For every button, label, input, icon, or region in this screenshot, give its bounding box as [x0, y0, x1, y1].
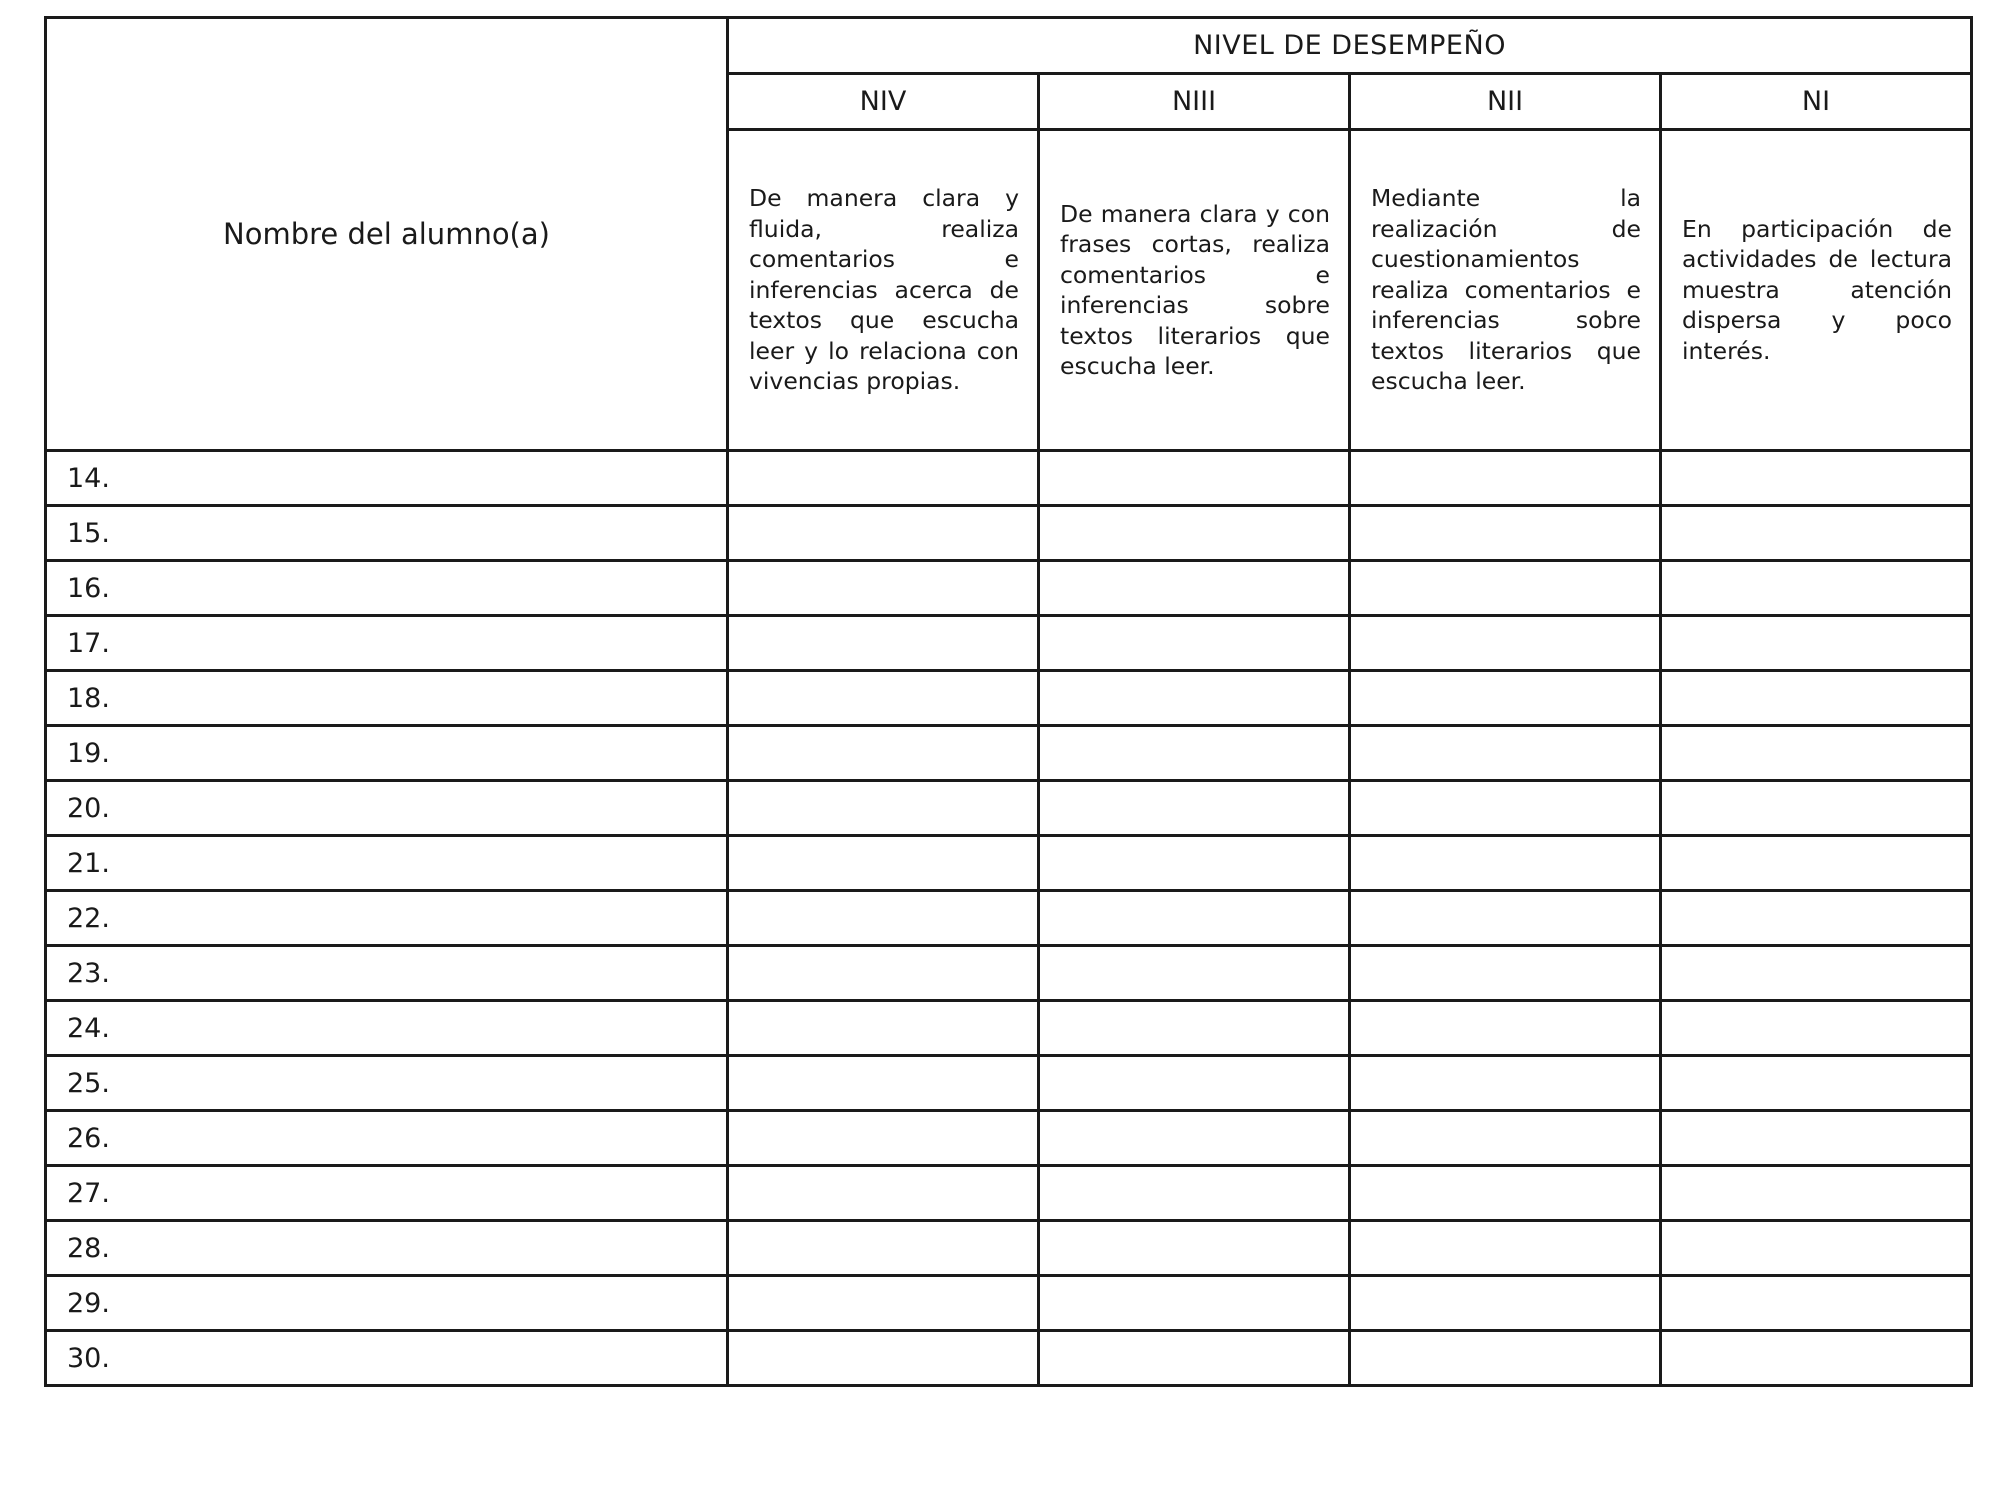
level-cell-ni[interactable] — [1661, 1001, 1972, 1056]
table-row — [46, 561, 1972, 616]
level-cell-niv[interactable] — [728, 946, 1039, 1001]
table-row — [46, 946, 1972, 1001]
level-cell-ni[interactable] — [1661, 1166, 1972, 1221]
student-number-cell[interactable]: 17. — [46, 616, 728, 671]
table-row — [46, 506, 1972, 561]
level-cell-niii[interactable] — [1039, 1331, 1350, 1386]
level-cell-ni[interactable] — [1661, 561, 1972, 616]
student-number-cell[interactable]: 15. — [46, 506, 728, 561]
level-cell-nii[interactable] — [1350, 1166, 1661, 1221]
performance-level-title: NIVEL DE DESEMPEÑO — [728, 18, 1972, 74]
level-cell-nii[interactable] — [1350, 1221, 1661, 1276]
rubric-table — [44, 16, 1973, 1387]
level-cell-nii[interactable] — [1350, 1001, 1661, 1056]
student-number-cell[interactable]: 26. — [46, 1111, 728, 1166]
level-cell-nii[interactable] — [1350, 1331, 1661, 1386]
table-row — [46, 671, 1972, 726]
table-row — [46, 616, 1972, 671]
table-row — [46, 891, 1972, 946]
level-cell-niv[interactable] — [728, 781, 1039, 836]
level-cell-niii[interactable] — [1039, 1001, 1350, 1056]
level-description-text: De manera clara y con frases cortas, realiza comentarios e inferencias sobre textos literarios que escucha leer. — [1060, 199, 1330, 380]
level-description-text: En participación de actividades de lectura muestra atención dispersa y poco interés. — [1682, 214, 1953, 365]
level-description-nii — [1350, 130, 1661, 451]
level-cell-nii[interactable] — [1350, 726, 1661, 781]
level-cell-niii[interactable] — [1039, 616, 1350, 671]
level-cell-ni[interactable] — [1661, 1056, 1972, 1111]
level-header-niii: NIII — [1039, 74, 1350, 130]
level-cell-nii[interactable] — [1350, 616, 1661, 671]
level-cell-nii[interactable] — [1350, 451, 1661, 506]
level-cell-ni[interactable] — [1661, 671, 1972, 726]
student-number-cell[interactable]: 16. — [46, 561, 728, 616]
level-cell-niii[interactable] — [1039, 451, 1350, 506]
level-header-ni: NI — [1661, 74, 1972, 130]
student-number-cell[interactable]: 18. — [46, 671, 728, 726]
student-number-cell[interactable]: 29. — [46, 1276, 728, 1331]
table-row — [46, 1166, 1972, 1221]
table-row — [46, 726, 1972, 781]
level-cell-nii[interactable] — [1350, 891, 1661, 946]
level-cell-ni[interactable] — [1661, 506, 1972, 561]
level-cell-niii[interactable] — [1039, 561, 1350, 616]
level-cell-nii[interactable] — [1350, 506, 1661, 561]
table-row — [46, 1276, 1972, 1331]
level-cell-ni[interactable] — [1661, 726, 1972, 781]
level-description-niii — [1039, 130, 1350, 451]
level-cell-niii[interactable] — [1039, 781, 1350, 836]
level-cell-niv[interactable] — [728, 1111, 1039, 1166]
level-cell-ni[interactable] — [1661, 616, 1972, 671]
level-cell-ni[interactable] — [1661, 946, 1972, 1001]
level-description-text: Mediante la realización de cuestionamientos realiza comentarios e inferencias sobre textos literarios que escucha leer. — [1371, 184, 1641, 396]
level-cell-niv[interactable] — [728, 836, 1039, 891]
student-number-cell[interactable]: 20. — [46, 781, 728, 836]
level-cell-ni[interactable] — [1661, 1331, 1972, 1386]
table-row — [46, 1111, 1972, 1166]
level-cell-ni[interactable] — [1661, 781, 1972, 836]
level-cell-ni[interactable] — [1661, 836, 1972, 891]
level-cell-ni[interactable] — [1661, 1111, 1972, 1166]
level-cell-ni[interactable] — [1661, 1221, 1972, 1276]
level-cell-niv[interactable] — [728, 1276, 1039, 1331]
student-number-cell[interactable]: 14. — [46, 451, 728, 506]
level-cell-niii[interactable] — [1039, 1276, 1350, 1331]
level-cell-nii[interactable] — [1350, 561, 1661, 616]
level-description-niv — [728, 130, 1039, 451]
student-number-cell[interactable]: 27. — [46, 1166, 728, 1221]
level-cell-nii[interactable] — [1350, 1111, 1661, 1166]
level-cell-niv[interactable] — [728, 1166, 1039, 1221]
table-row — [46, 451, 1972, 506]
level-cell-ni[interactable] — [1661, 891, 1972, 946]
level-cell-nii[interactable] — [1350, 1056, 1661, 1111]
level-cell-niv[interactable] — [728, 726, 1039, 781]
level-cell-niv[interactable] — [728, 616, 1039, 671]
student-number-cell[interactable]: 30. — [46, 1331, 728, 1386]
table-row — [46, 836, 1972, 891]
level-header-nii: NII — [1350, 74, 1661, 130]
level-cell-ni[interactable] — [1661, 451, 1972, 506]
level-cell-niv[interactable] — [728, 561, 1039, 616]
student-number-cell[interactable]: 21. — [46, 836, 728, 891]
student-rows — [46, 451, 1972, 1386]
table-header — [46, 18, 1972, 451]
student-name-header: Nombre del alumno(a) — [46, 18, 728, 451]
student-number-cell[interactable]: 28. — [46, 1221, 728, 1276]
level-cell-niii[interactable] — [1039, 1166, 1350, 1221]
level-cell-niv[interactable] — [728, 1331, 1039, 1386]
level-cell-niv[interactable] — [728, 506, 1039, 561]
level-cell-niii[interactable] — [1039, 726, 1350, 781]
level-header-niv: NIV — [728, 74, 1039, 130]
student-number-cell[interactable]: 24. — [46, 1001, 728, 1056]
level-cell-nii[interactable] — [1350, 781, 1661, 836]
level-cell-nii[interactable] — [1350, 1276, 1661, 1331]
table-row — [46, 1001, 1972, 1056]
student-number-cell[interactable]: 22. — [46, 891, 728, 946]
level-cell-niv[interactable] — [728, 671, 1039, 726]
level-cell-niv[interactable] — [728, 1056, 1039, 1111]
level-cell-niv[interactable] — [728, 451, 1039, 506]
level-cell-niv[interactable] — [728, 1221, 1039, 1276]
level-cell-niv[interactable] — [728, 891, 1039, 946]
table-row — [46, 1056, 1972, 1111]
level-cell-niii[interactable] — [1039, 1056, 1350, 1111]
level-cell-niii[interactable] — [1039, 506, 1350, 561]
table-row — [46, 1331, 1972, 1386]
table-row — [46, 1221, 1972, 1276]
level-cell-niii[interactable] — [1039, 836, 1350, 891]
level-cell-niii[interactable] — [1039, 1111, 1350, 1166]
student-number-cell[interactable]: 25. — [46, 1056, 728, 1111]
student-number-cell[interactable]: 19. — [46, 726, 728, 781]
level-cell-niii[interactable] — [1039, 1221, 1350, 1276]
student-number-cell[interactable]: 23. — [46, 946, 728, 1001]
table-row — [46, 781, 1972, 836]
level-cell-ni[interactable] — [1661, 1276, 1972, 1331]
level-description-ni — [1661, 130, 1972, 451]
level-cell-nii[interactable] — [1350, 671, 1661, 726]
level-cell-nii[interactable] — [1350, 946, 1661, 1001]
level-cell-nii[interactable] — [1350, 836, 1661, 891]
level-cell-niii[interactable] — [1039, 671, 1350, 726]
level-cell-niii[interactable] — [1039, 946, 1350, 1001]
level-description-text: De manera clara y fluida, realiza comentarios e inferencias acerca de textos que escucha leer y lo relaciona con vivencias propias. — [749, 184, 1019, 396]
level-cell-niv[interactable] — [728, 1001, 1039, 1056]
level-cell-niii[interactable] — [1039, 891, 1350, 946]
